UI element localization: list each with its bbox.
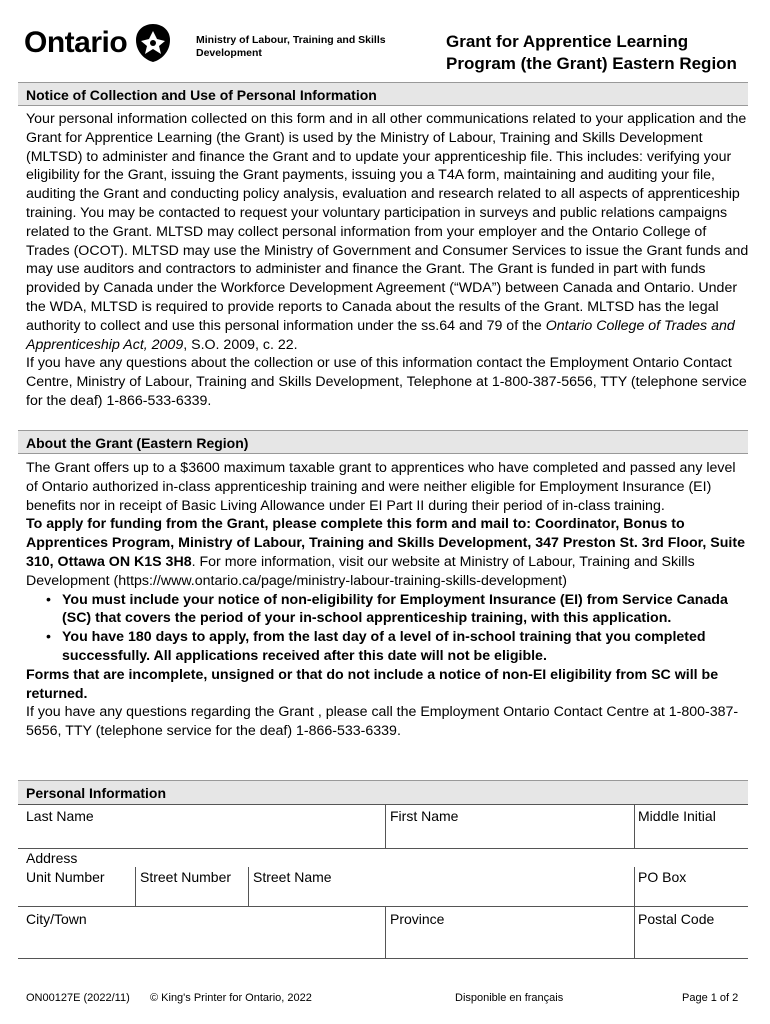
- po-box-field[interactable]: PO Box: [638, 869, 687, 885]
- apply-instructions: [26, 515, 750, 590]
- ontario-logo-text: Ontario: [24, 26, 128, 59]
- apply-website: . For more information, visit our website at Ministry of Labour, Training and Skills Development (https://www.ontario.ca/page/ministry-labour-training-skills-development): [26, 553, 695, 589]
- last-name-field[interactable]: Last Name: [26, 808, 94, 824]
- list-item: • You have 180 days to apply, from the last day of a level of in-school training that you completed successfully. All applications received after this date will not be eligible.: [26, 628, 750, 666]
- form-id: ON00127E (2022/11): [26, 992, 130, 1004]
- address-label: Address: [26, 850, 78, 866]
- divider: [135, 867, 136, 906]
- divider: [634, 867, 635, 906]
- unit-number-field[interactable]: Unit Number: [26, 869, 105, 885]
- list-item: • You must include your notice of non-eligibility for Employment Insurance (EI) from Service Canada (SC) that covers the period of your in-school apprenticeship training, with this application.: [26, 591, 750, 629]
- about-paragraph: The Grant offers up to a $3600 maximum taxable grant to apprentices who have completed and passed any level of Ontario authorized in-class apprenticeship training and were neither eligible for Employment Insurance (EI) benefits nor in receipt of Basic Living Allowance under EI Part II during their period of in-class training.: [26, 460, 736, 514]
- postal-code-field[interactable]: Postal Code: [638, 911, 715, 927]
- personal-info-heading: Personal Information: [26, 785, 167, 801]
- first-name-field[interactable]: First Name: [390, 808, 459, 824]
- about-body: [26, 459, 750, 741]
- street-number-field[interactable]: Street Number: [140, 869, 232, 885]
- about-section-header: [18, 430, 748, 454]
- trillium-logo-icon: [134, 22, 172, 64]
- divider: [18, 906, 748, 907]
- ministry-name: Ministry of Labour, Training and Skills Development: [196, 34, 386, 59]
- notice-section-header: [18, 82, 748, 106]
- divider: [18, 848, 748, 849]
- requirements-list: [26, 591, 750, 666]
- notice-heading: Notice of Collection and Use of Personal Information: [26, 87, 377, 103]
- divider: [385, 906, 386, 958]
- grant-contact: If you have any questions regarding the Grant , please call the Employment Ontario Contact Centre at 1-800-387-5656, TTY (telephone service for the deaf) 1-866-533-6339.: [26, 704, 739, 740]
- personal-info-section-header: [18, 780, 748, 804]
- divider: [18, 804, 748, 805]
- notice-text-end: , S.O. 2009, c. 22.: [183, 336, 298, 353]
- province-field[interactable]: Province: [390, 911, 445, 927]
- notice-body: [26, 110, 750, 411]
- street-name-field[interactable]: Street Name: [253, 869, 332, 885]
- apply-address: To apply for funding from the Grant, please complete this form and mail to: Coordinator, Bonus to Apprentices Program, Ministry of Labour, Training and Skills Development, 347 Preston St. 3rd Floor, Suite 310, Ottawa ON K1S 3H8: [26, 516, 745, 570]
- incomplete-warning: Forms that are incomplete, unsigned or that do not include a notice of non-EI eligibility from SC will be returned.: [26, 666, 719, 702]
- notice-paragraph: [26, 110, 750, 354]
- divider: [248, 867, 249, 906]
- notice-contact: If you have any questions about the collection or use of this information contact the Employment Ontario Contact Centre, Ministry of Labour, Training and Skills Development, Telephone at 1-800-387-5656, TTY (telephone service for the deaf) 1-866-533-6339.: [26, 355, 747, 409]
- about-heading: About the Grant (Eastern Region): [26, 435, 249, 451]
- page-number: Page 1 of 2: [682, 992, 739, 1004]
- copyright: © King's Printer for Ontario, 2022: [150, 992, 312, 1004]
- act-title: Ontario College of Trades and Apprenticeship Act, 2009: [26, 317, 735, 353]
- notice-text: Your personal information collected on this form and in all other communications related to your application and the Grant for Apprentice Learning (the Grant) is used by the Ministry of Labour, Training and Skills Development (MLTSD) to administer and finance the Grant and to update your apprenticeship file. This includes: verifying your eligibility for the Grant, issuing the Grant payments, issuing you a T4A form, maintaining and auditing your file, auditing the Grant and conducting policy analysis, evaluation and research related to all aspects of apprenticeship training. You may be contacted to request your voluntary participation in surveys and public relations campaigns related to the Grant. MLTSD may collect personal information from your employer and the Ontario College of Trades (OCOT). MLTSD may use the Ministry of Government and Consumer Services to issue the Grant funds and may use auditors and contractors to administer and finance the Grant. The Grant is funded in part with funds provided by Canada under the Workforce Development Agreement (“WDA”) between Canada and Ontario. Under the WDA, MLTSD is required to provide reports to Canada about the results of the Grant. MLTSD has the legal authority to collect and use this personal information under the ss.64 and 79 of the: [26, 111, 749, 334]
- city-field[interactable]: City/Town: [26, 911, 87, 927]
- divider: [18, 958, 748, 959]
- form-title: Grant for Apprentice Learning Program (the Grant) Eastern Region: [446, 32, 737, 73]
- divider: [634, 804, 635, 848]
- french-version-link[interactable]: Disponible en français: [455, 992, 564, 1004]
- middle-initial-field[interactable]: Middle Initial: [638, 808, 716, 824]
- divider: [385, 804, 386, 848]
- divider: [634, 906, 635, 958]
